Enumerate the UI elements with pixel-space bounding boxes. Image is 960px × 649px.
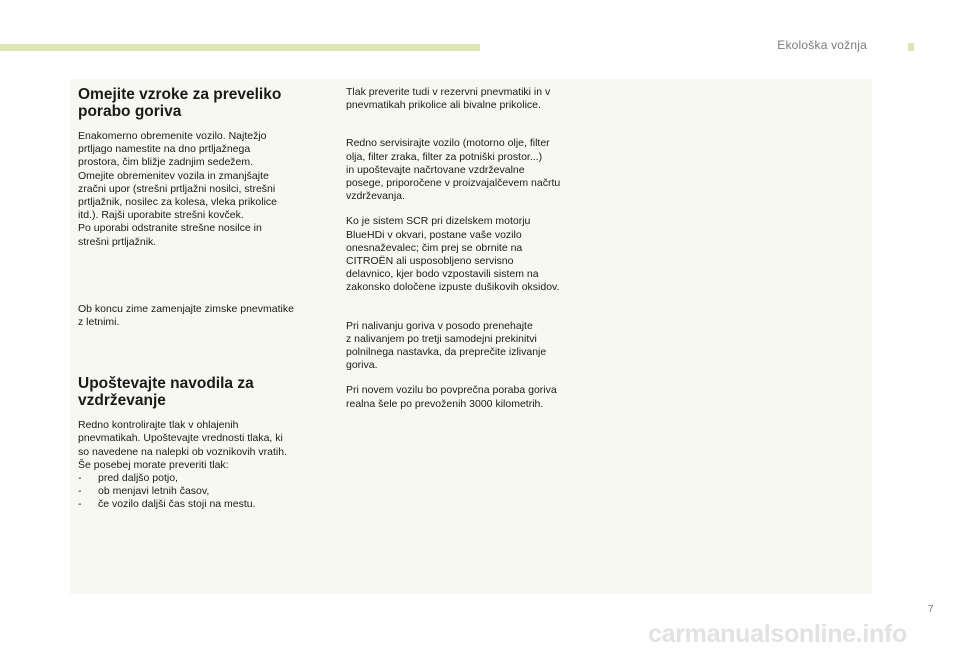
header-accent-bar bbox=[0, 44, 480, 51]
list-dash: - bbox=[78, 498, 82, 511]
watermark: carmanualsonline.info bbox=[648, 620, 908, 648]
right-column bbox=[346, 86, 606, 411]
list-item bbox=[78, 498, 328, 511]
pressure-check-list bbox=[78, 472, 328, 512]
list-item bbox=[78, 485, 328, 498]
left-column bbox=[78, 86, 328, 512]
list-dash: - bbox=[78, 472, 82, 485]
paragraph-spare-tyre: Tlak preverite tudi v rezervni pnevmatiki in v pnevmatikah prikolice ali bivalne prikolice. bbox=[346, 86, 551, 112]
page-number: 7 bbox=[928, 604, 934, 615]
paragraph-new-vehicle: Pri novem vozilu bo povprečna poraba goriva realna šele po prevoženih 3000 kilometrih. bbox=[346, 384, 557, 410]
list-dash: - bbox=[78, 485, 82, 498]
paragraph-refuelling: Pri nalivanju goriva v posodo prenehajte z nalivanjem po tretji samodejni prekinitvi polnilnega nastavka, da preprečite izlivanje goriva. bbox=[346, 319, 547, 372]
header-marker bbox=[908, 43, 914, 51]
heading-fuel-consumption: Omejite vzroke za preveliko porabo goriva bbox=[78, 86, 282, 120]
list-item-text: pred daljšo potjo, bbox=[98, 472, 178, 485]
paragraph-tyre-pressure: Redno kontrolirajte tlak v ohlajenih pnevmatikah. Upoštevajte vrednosti tlaka, ki so navedene na nalepki ob voznikovih vratih. Še posebej morate preveriti tlak: bbox=[78, 419, 287, 471]
list-item-text: če vozilo daljši čas stoji na mestu. bbox=[98, 498, 256, 511]
paragraph-winter-tyres: Ob koncu zime zamenjajte zimske pnevmatike z letnimi. bbox=[78, 302, 294, 329]
list-item bbox=[78, 472, 328, 485]
section-title: Ekološka vožnja bbox=[777, 38, 867, 52]
paragraph-servicing: Redno servisirajte vozilo (motorno olje, filter olja, filter zraka, filter za potniški prostor...) in upoštevajte načrtovane vzdrževalne posege, priporočene v proizvajalčevem načrtu vzdrževanja. bbox=[346, 137, 561, 203]
list-item-text: ob menjavi letnih časov, bbox=[98, 485, 210, 498]
paragraph-scr-system: Ko je sistem SCR pri dizelskem motorju BlueHDi v okvari, postane vaše vozilo onesnaževalec; čim prej se obrnite na CITROËN ali usposobljeno servisno delavnico, kjer bodo vzpostavili sistem na zakonsko določene izpuste dušikovih oksidov. bbox=[346, 215, 560, 294]
heading-maintenance: Upoštevajte navodila za vzdrževanje bbox=[78, 375, 254, 410]
paragraph-load-vehicle: Enakomerno obremenite vozilo. Najtežjo prtljago namestite na dno prtljažnega prostora, čim bližje zadnjim sedežem. Omejite obremenitev vozila in zmanjšajte zračni upor (strešni prtljažni nosilci, strešni prtljažnik, nosilec za kolesa, vleka prikolice itd.). Rajši uporabite strešni kovček. Po uporabi odstranite strešne nosilce in strešni prtljažnik. bbox=[78, 130, 278, 248]
